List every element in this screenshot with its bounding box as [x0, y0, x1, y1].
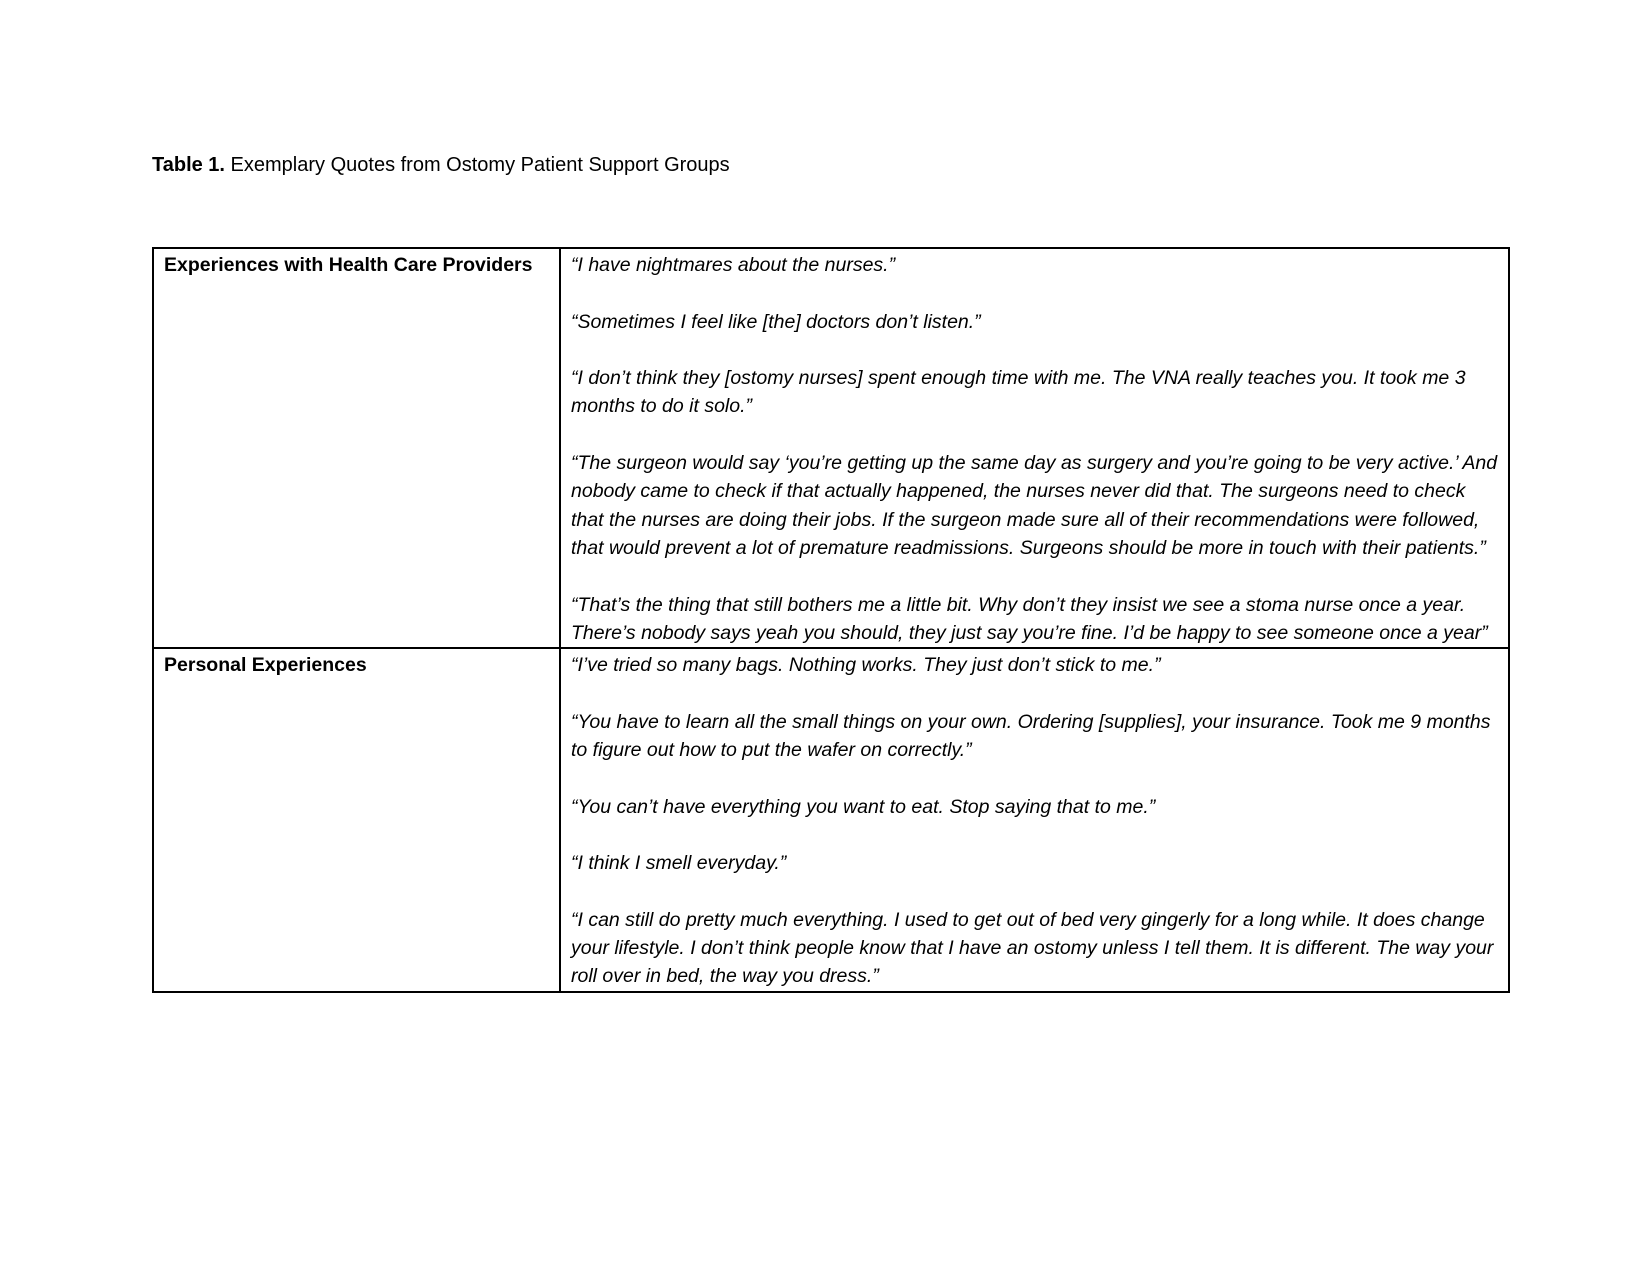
quote-text: “Sometimes I feel like [the] doctors don’t listen.” [571, 310, 981, 333]
quote-text: “That’s the thing that still bothers me a little bit. Why don’t they insist we see a stoma nurse once a year. There’s nobody says yeah you should, they just say you’re fine. I’d be happy to see someone once a year” [571, 593, 1488, 644]
theme-cell: Experiences with Health Care Providers [153, 248, 560, 648]
theme-cell: Personal Experiences [153, 648, 560, 992]
quotes-cell [560, 248, 1509, 648]
quotes-cell [560, 648, 1509, 992]
quotes-table [152, 247, 1510, 993]
quote-text: “The surgeon would say ‘you’re getting up the same day as surgery and you’re going to be very active.’ And nobody came to check if that actually happened, the nurses never did that. The surgeons need to check that the nurses are doing their jobs. If the surgeon made sure all of their recommendations were followed, that would prevent a lot of premature readmissions. Surgeons should be more in touch with their patients.” [571, 452, 1498, 559]
quote-text: “I’ve tried so many bags. Nothing works. They just don’t stick to me.” [571, 654, 1161, 677]
quote-text: “I can still do pretty much everything. I used to get out of bed very gingerly for a long while. It does change your lifestyle. I don’t think people know that I have an ostomy unless I tell them. It is different. The way your roll over in bed, the way you dress.” [571, 908, 1494, 988]
table-row [153, 648, 1509, 992]
quote-text: “You have to learn all the small things on your own. Ordering [supplies], your insurance. Took me 9 months to figure out how to put the wafer on correctly.” [571, 710, 1491, 762]
table-caption-text: Exemplary Quotes from Ostomy Patient Support Groups [225, 154, 730, 176]
quote-text: “I think I smell everyday.” [571, 852, 787, 875]
quote-text: “You can’t have everything you want to eat. Stop saying that to me.” [571, 795, 1156, 818]
table-caption-label: Table 1. [152, 154, 225, 176]
table-row [153, 248, 1509, 648]
quote-text: “I don’t think they [ostomy nurses] spent enough time with me. The VNA really teaches you. It took me 3 months to do it solo.” [571, 367, 1466, 418]
quote-text: “I have nightmares about the nurses.” [571, 254, 896, 276]
table-caption [152, 152, 730, 178]
